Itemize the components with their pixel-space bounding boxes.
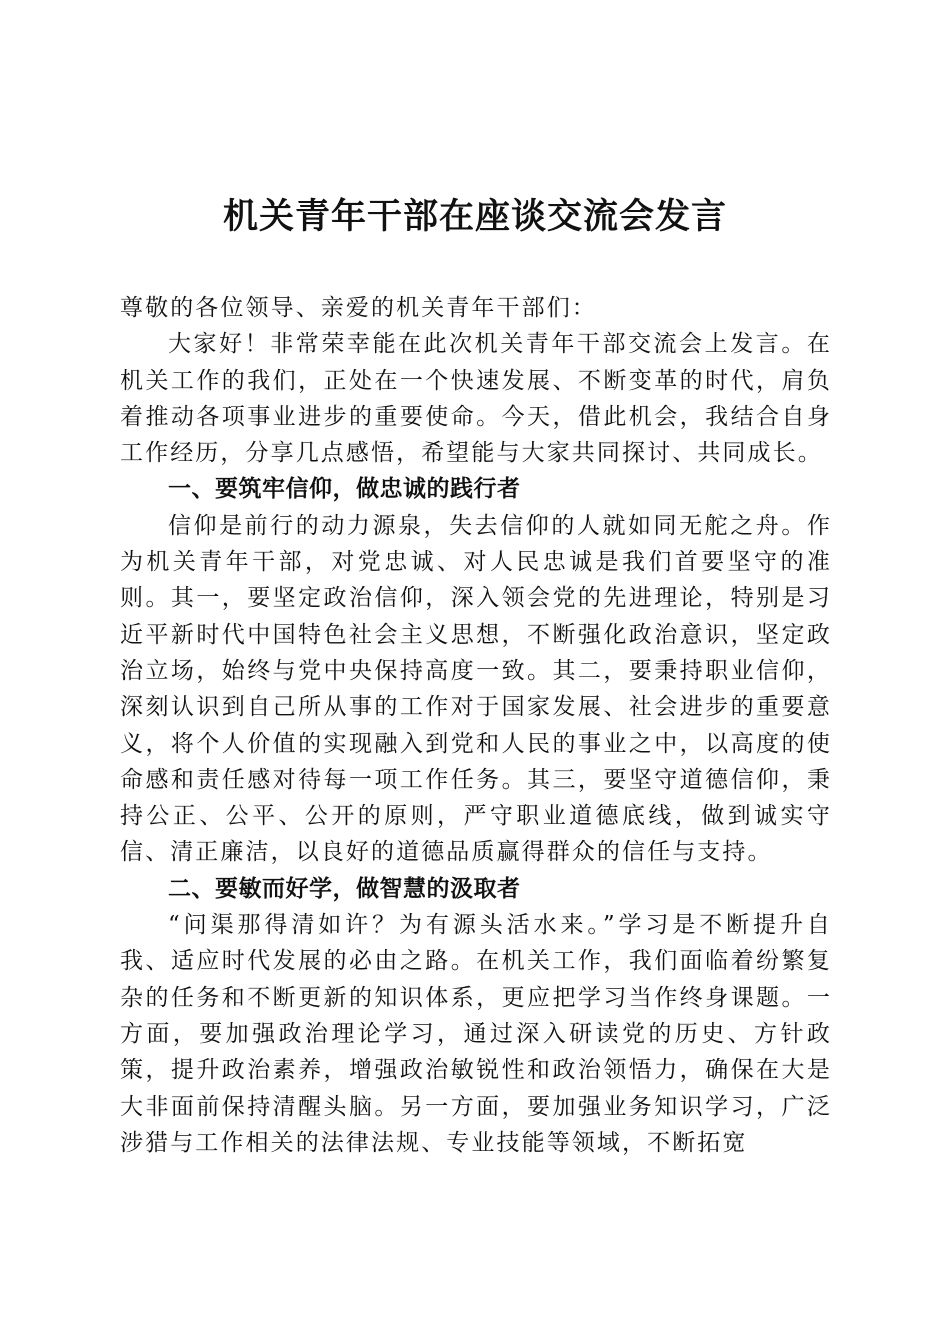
salutation: 尊敬的各位领导、亲爱的机关青年干部们： [120, 295, 597, 321]
document-body [120, 290, 832, 1161]
section-2-heading: 二、要敏而好学，做智慧的汲取者 [168, 875, 521, 902]
section-1-heading: 一、要筑牢信仰，做忠诚的践行者 [168, 476, 521, 503]
section-1-paragraph: 信仰是前行的动力源泉，失去信仰的人就如同无舵之舟。作为机关青年干部，对党忠诚、对人民忠诚是我们首要坚守的准则。其一，要坚定政治信仰，深入领会党的先进理论，特别是习近平新时代中国特色社会主义思想，不断强化政治意识，坚定政治立场，始终与党中央保持高度一致。其二，要秉持职业信仰，深刻认识到自己所从事的工作对于国家发展、社会进步的重要意义，将个人价值的实现融入到党和人民的事业之中，以高度的使命感和责任感对待每一项工作任务。其三，要坚守道德信仰，秉持公正、公平、公开的原则，严守职业道德底线，做到诚实守信、清正廉洁，以良好的道德品质赢得群众的信任与支持。 [120, 512, 832, 866]
section-2-paragraph: “问渠那得清如许？为有源头活水来。”学习是不断提升自我、适应时代发展的必由之路。在机关工作，我们面临着纷繁复杂的任务和不断更新的知识体系，更应把学习当作终身课题。一方面，要加强政治理论学习，通过深入研读党的历史、方针政策，提升政治素养，增强政治敏锐性和政治领悟力，确保在大是大非面前保持清醒头脑。另一方面，要加强业务知识学习，广泛涉猎与工作相关的法律法规、专业技能等领域，不断拓宽 [120, 912, 832, 1156]
intro-paragraph: 大家好！非常荣幸能在此次机关青年干部交流会上发言。在机关工作的我们，正处在一个快速发展、不断变革的时代，肩负着推动各项事业进步的重要使命。今天，借此机会，我结合自身工作经历，分享几点感悟，希望能与大家共同探讨、共同成长。 [120, 331, 832, 467]
document-title: 机关青年干部在座谈交流会发言 [222, 196, 727, 237]
